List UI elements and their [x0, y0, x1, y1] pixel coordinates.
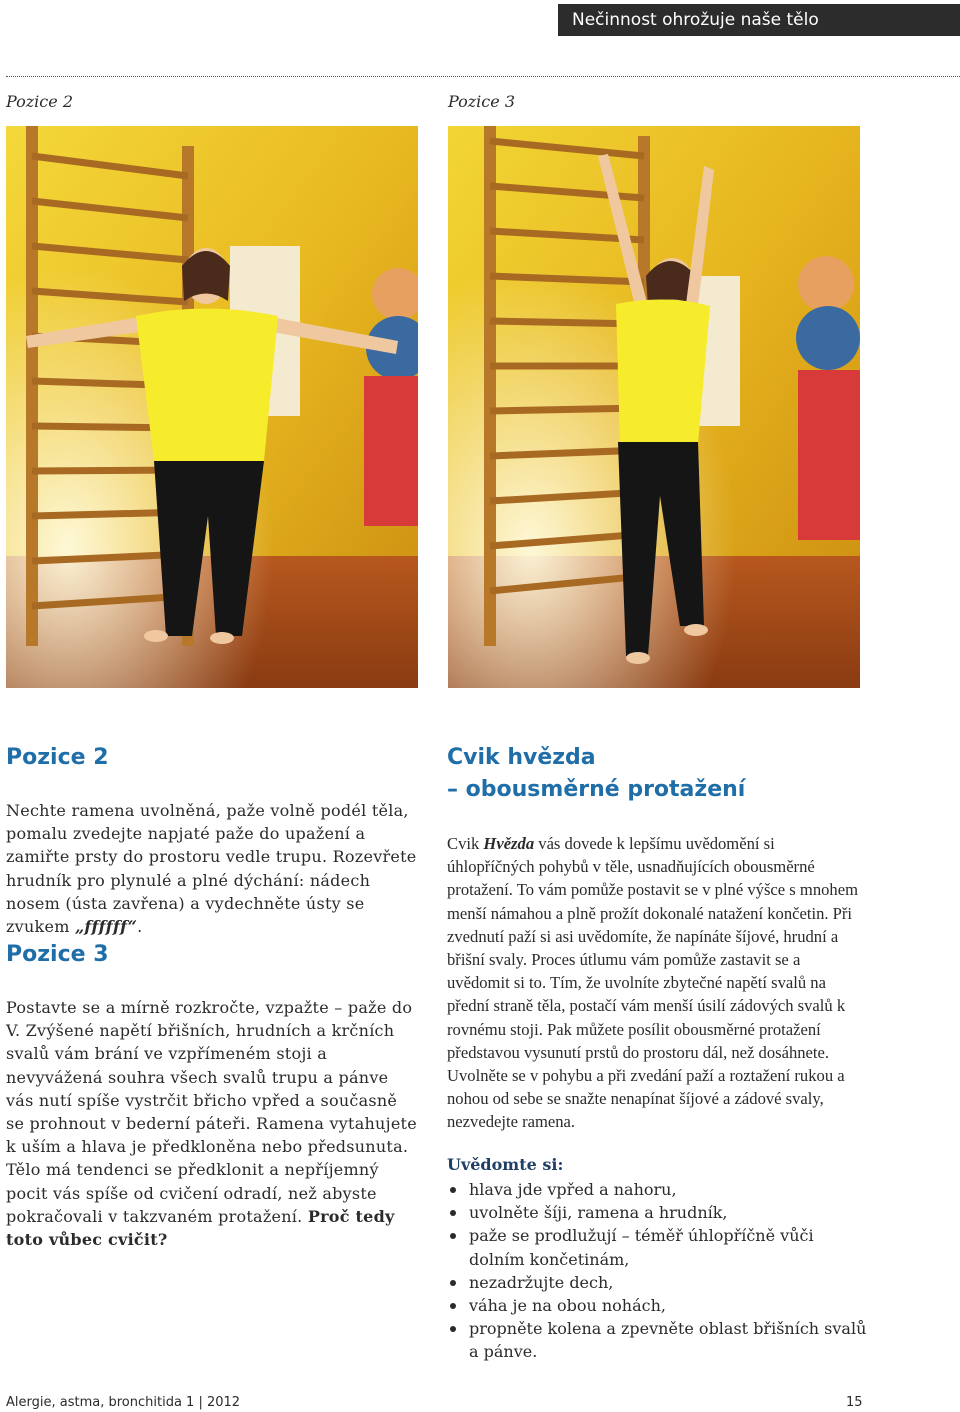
heading-cvik-hvezda: Cvik hvězda [447, 745, 596, 770]
pozice-2-sound: „ffffff“ [74, 917, 138, 937]
subheading-uvedomte-si: Uvědomte si: [447, 1155, 564, 1174]
pozice-3-text: Postavte se a mírně rozkročte, vzpažte – paže do V. Zvýšené napětí břišních, hrudních a krčních svalů vám brání ve vzpřímeném stoji a nevyvážená souhra všech svalů trupu a pánve vás nutí spíše vystrčit břicho vpřed a současně se prohnout v bederní páteři. Ramena vytahujete k uším a hlava je předkloněna nebo předsunuta. Tělo má tendenci se předklonit a nepříjemný pocit vás spíše od cvičení odradí, než abyste pokračovali v takzvaném protažení. [6, 998, 417, 1226]
bullet-list [447, 1178, 867, 1364]
paragraph-cvik-hvezda [447, 832, 861, 1134]
list-item: váha je na obou nohách, [447, 1294, 867, 1317]
cvik-text-name: Hvězda [483, 834, 535, 853]
photo-pozice-2 [6, 126, 418, 688]
cvik-text-prefix: Cvik [447, 834, 484, 853]
list-item: hlava jde vpřed a nahoru, [447, 1178, 867, 1201]
dotted-divider [6, 76, 960, 77]
photo-pozice-3 [448, 126, 860, 688]
pozice-2-text-end: . [137, 917, 143, 937]
footer-publication: Alergie, astma, bronchitida 1 | 2012 [6, 1395, 241, 1410]
paragraph-pozice-2 [6, 799, 420, 938]
page-number: 15 [846, 1395, 863, 1410]
pozice-3-question: Proč tedy toto vůbec cvičit? [6, 1206, 395, 1250]
list-item: nezadržujte dech, [447, 1271, 867, 1294]
running-header: Nečinnost ohrožuje naše tělo [558, 4, 960, 36]
list-item: uvolněte šíji, ramena a hrudník, [447, 1201, 867, 1224]
cvik-text-body: vás dovede k lepšímu uvědomění si úhlopříčných pohybů v těle, usnadňujících obousměrné protažení. To vám pomůže postavit se v plné výšce s mnohem menší námahou a plně prožít dokonalé natažení končetin. Při zvednutí paží si asi uvědomíte, že napínáte šíjové, hrudní a břišní svaly. Proces útlumu vám pomůže zastavit se a uvědomit si to. Tím, že uvolníte zbytečné napětí svalů na přední straně těla, postačí vám menší úsilí zádových svalů k rovnému stoji. Pak můžete posílit obousměrné protažení představou vysunutí prstů do prostoru dál, než dosáhnete. Uvolněte se v pohybu a při zvedání paží a roztažení rukou a nohou od sebe se snažte nenapínat šíjové a zádové svaly, nezvedejte ramena. [447, 834, 858, 1132]
list-item: paže se prodlužují – téměř úhlopříčně vůči dolním končetinám, [447, 1224, 867, 1270]
paragraph-pozice-3 [6, 996, 420, 1251]
heading-obousmerne-protazeni: – obousměrné protažení [447, 777, 746, 802]
list-item: propněte kolena a zpevněte oblast břišních svalů a pánve. [447, 1317, 867, 1363]
photo-caption-pozice-3: Pozice 3 [448, 92, 515, 111]
heading-pozice-3: Pozice 3 [6, 942, 109, 967]
heading-pozice-2: Pozice 2 [6, 745, 109, 770]
pozice-2-text: Nechte ramena uvolněná, paže volně podél těla, pomalu zvedejte napjaté paže do upažení a zamiřte prsty do prostoru vedle trupu. Rozevřete hrudník pro plynulé a plné dýchání: nádech nosem (ústa zavřena) a vydechněte ústy se zvukem [6, 801, 417, 937]
photo-caption-pozice-2: Pozice 2 [6, 92, 73, 111]
